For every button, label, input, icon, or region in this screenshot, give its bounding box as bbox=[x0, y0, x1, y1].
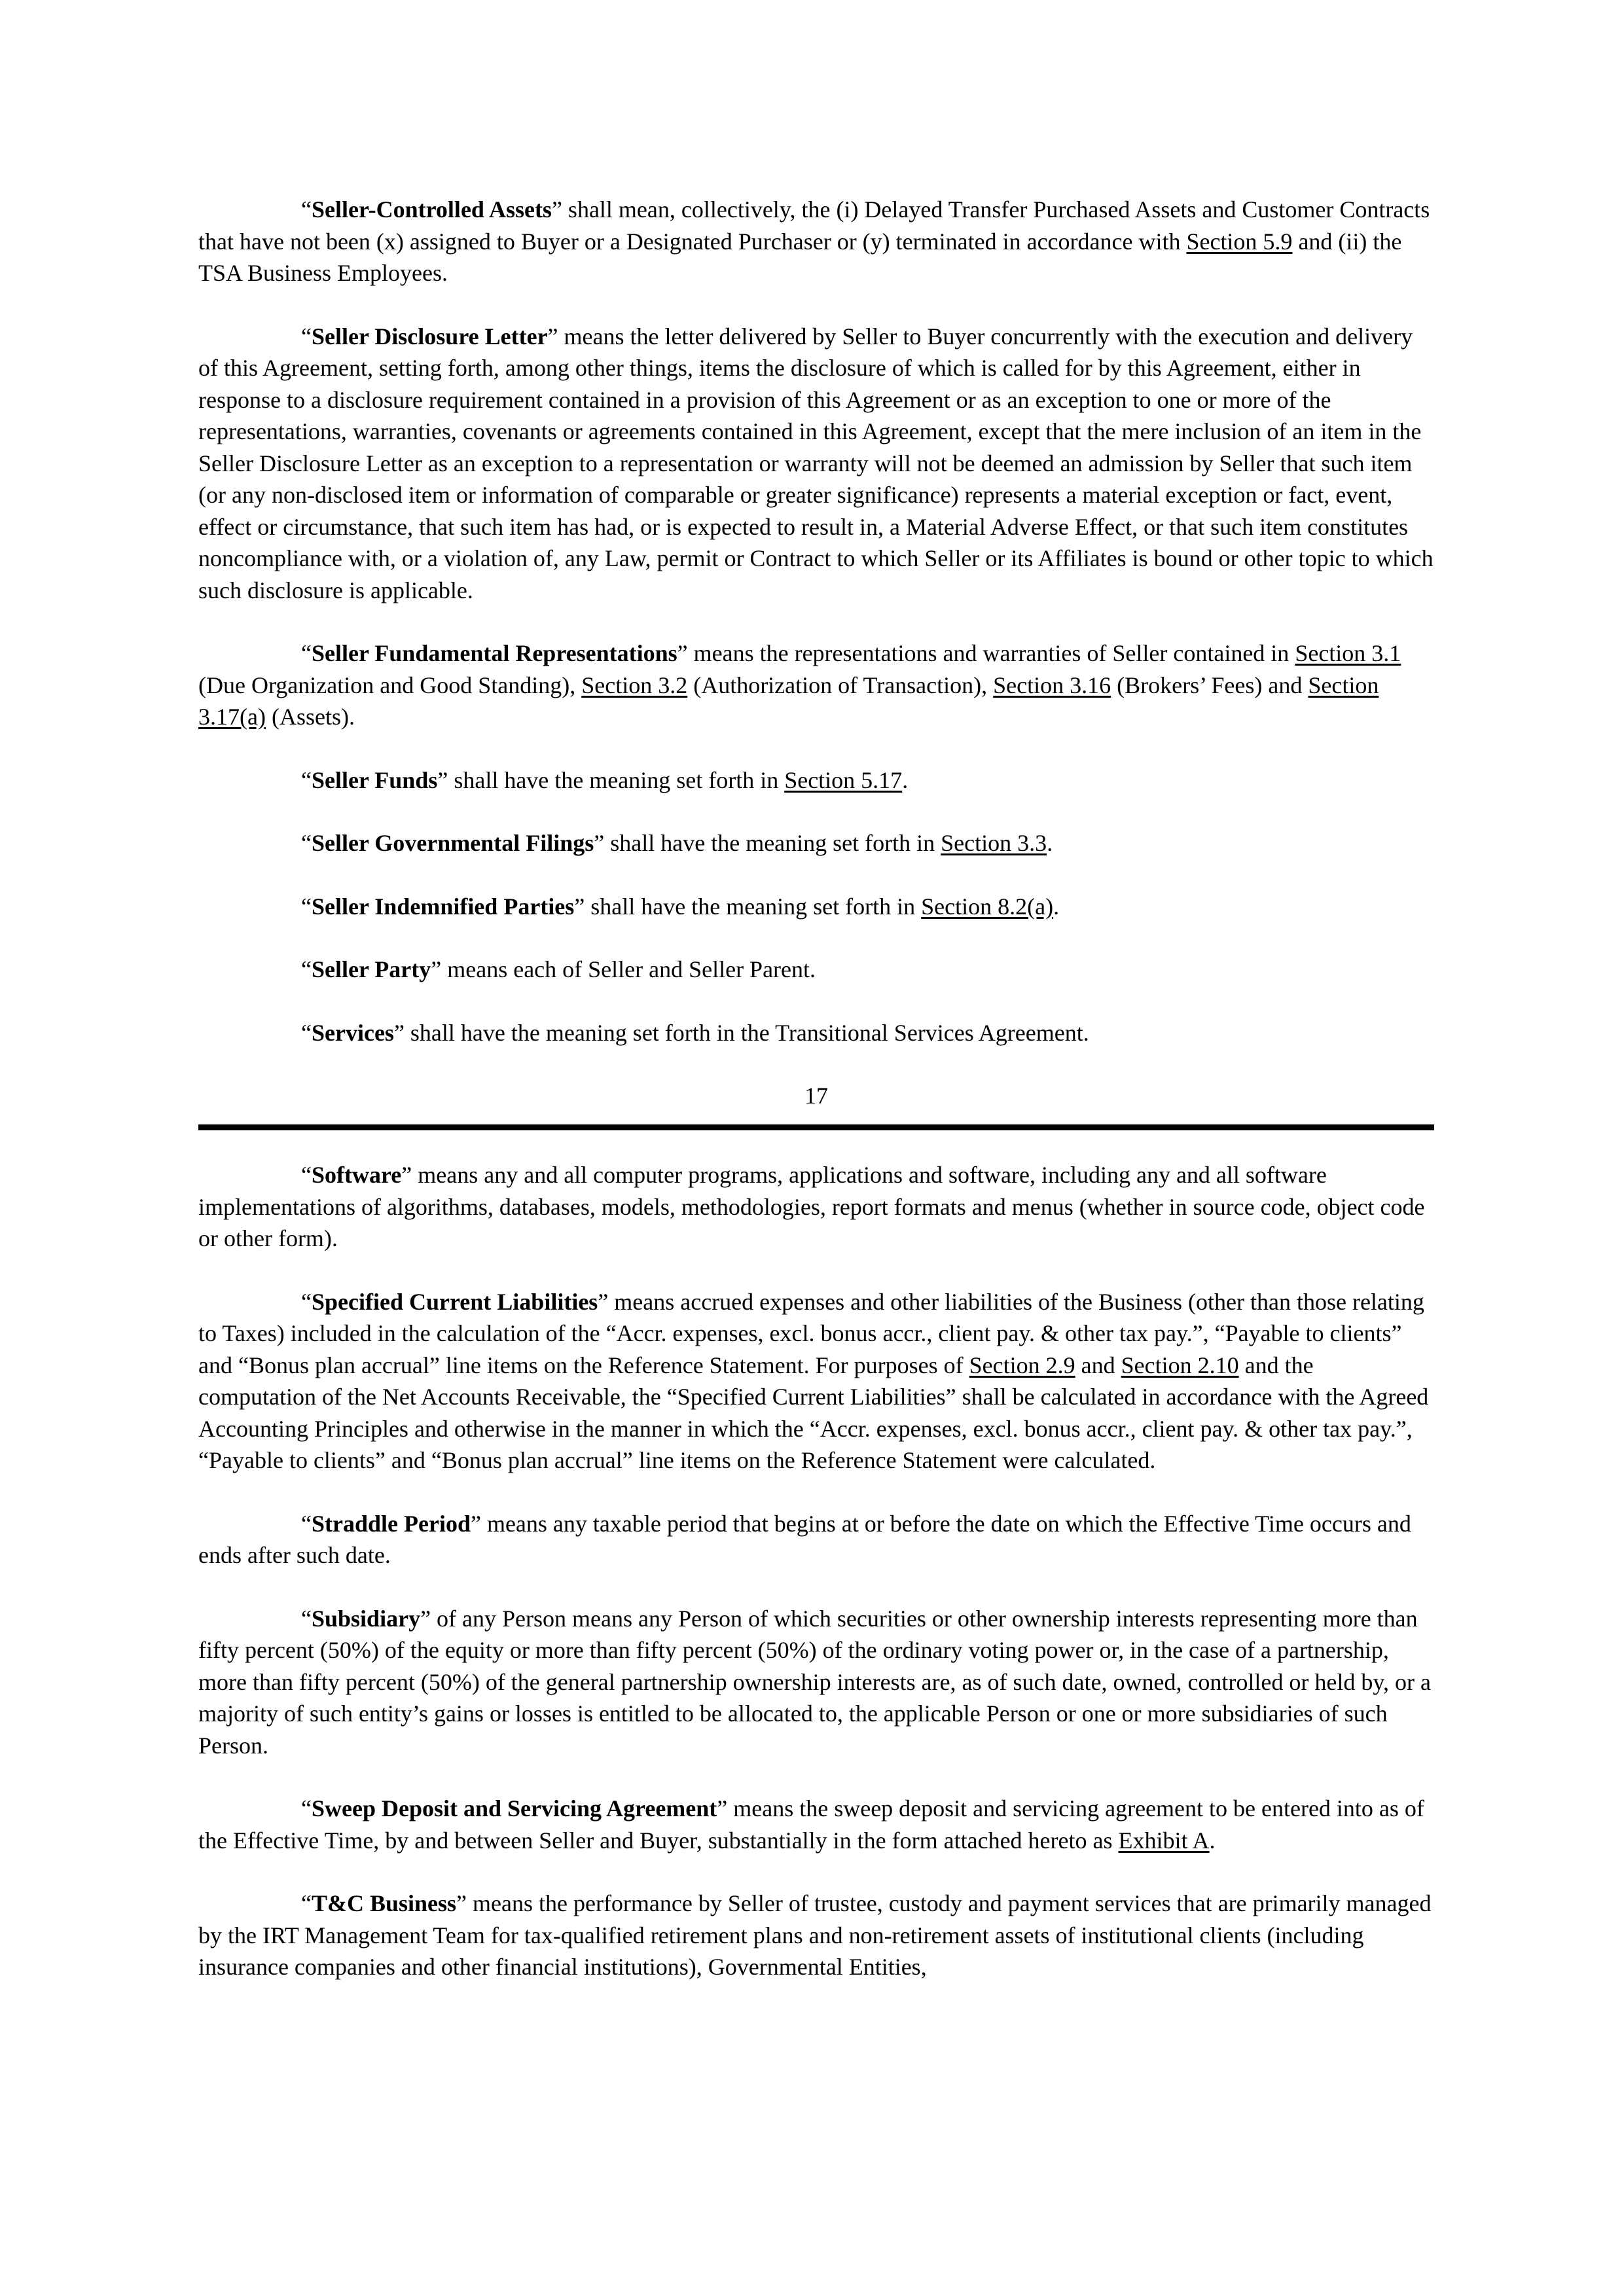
definition-paragraph-services: “Services” shall have the meaning set forth in the Transitional Services Agreement. bbox=[301, 1019, 1089, 1046]
definition-text: ” means the performance by Seller of trustee, custody and payment services that are primarily managed by the IRT Management Team for tax-qualified retirement plans and non-retirement assets of institutional clients (including insurance companies and other financial institutions), Governmental Entities, bbox=[198, 1890, 1432, 1980]
definition-text: ” shall have the meaning set forth in bbox=[594, 830, 941, 856]
definition-text: ” shall have the meaning set forth in bbox=[574, 893, 922, 920]
definition-text: ” shall mean, collectively, the (i) Delayed Transfer Purchased Assets and Customer Contracts that have not been (x) assigned to Buyer or a Designated Purchaser or (y) terminated in accordance with bbox=[198, 196, 1430, 255]
definition-text: ” of any Person means any Person of which securities or other ownership interests representing more than fifty percent (50%) of the equity or more than fifty percent (50%) of the ordinary voting power or, in the case of a partnership, more than fifty percent (50%) of the general partnership ownership interests are, as of such date, owned, controlled or held by, or a majority of such entity’s gains or losses is entitled to be allocated to, the applicable Person or one or more subsidiaries of such Person. bbox=[198, 1605, 1432, 1759]
definition-text: and (ii) the TSA Business Employees. bbox=[198, 228, 1402, 286]
section-reference: Section 3.2 bbox=[581, 672, 688, 698]
definition-paragraph-seller-party: “Seller Party” means each of Seller and Seller Parent. bbox=[301, 956, 816, 982]
definition-text: and the computation of the Net Accounts Receivable, the “Specified Current Liabilities” shall be calculated in accordance with the Agreed Accounting Principles and otherwise in the manner in which the “Accr. expenses, excl. bonus accr., client pay. & other tax pay.”, “Payable to clients” and “Bonus plan accrual” line items on the Reference Statement were calculated. bbox=[198, 1352, 1429, 1473]
section-reference: Section 2.9 bbox=[969, 1352, 1075, 1378]
definition-paragraph-specified-current-liabilities: “Specified Current Liabilities” means accrued expenses and other liabilities of the Business (other than those relating to Taxes) included in the calculation of the “Accr. expenses, excl. bonus accr., client pay. & other tax pay.”, “Payable to clients” and “Bonus plan accrual” line items on the Reference Statement. For purposes of Section 2.9 and Section 2.10 and the computation of the Net Accounts Receivable, the “Specified Current Liabilities” shall be calculated in accordance with the Agreed Accounting Principles and otherwise in the manner in which the “Accr. expenses, excl. bonus accr., client pay. & other tax pay.”, “Payable to clients” and “Bonus plan accrual” line items on the Reference Statement were calculated. bbox=[198, 1288, 1429, 1473]
defined-term: Seller Funds bbox=[311, 766, 438, 793]
definition-text: . bbox=[1053, 893, 1060, 920]
definition-paragraph-seller-funds: “Seller Funds” shall have the meaning set forth in Section 5.17. bbox=[301, 766, 909, 793]
definition-text: . bbox=[1209, 1827, 1216, 1854]
section-reference: Section 3.17(a) bbox=[198, 672, 1379, 730]
section-reference: Section 3.16 bbox=[993, 672, 1111, 698]
defined-term: Seller Disclosure Letter bbox=[311, 323, 548, 350]
definition-paragraph-sweep-deposit-and-servicing-agreement: “Sweep Deposit and Servicing Agreement” means the sweep deposit and servicing agreement to be entered into as of the Effective Time, by and between Seller and Buyer, substantially in the form attached hereto as Exhibit A. bbox=[198, 1795, 1424, 1854]
definition-paragraph-seller-indemnified-parties: “Seller Indemnified Parties” shall have the meaning set forth in Section 8.2(a). bbox=[301, 893, 1060, 920]
page-17-body bbox=[198, 194, 1434, 1049]
definition-text: ” means each of Seller and Seller Parent. bbox=[431, 956, 816, 982]
definition-text: ” means any and all computer programs, applications and software, including any and all software implementations of algorithms, databases, models, methodologies, report formats and menus (whether in source code, object code or other form). bbox=[198, 1162, 1425, 1251]
definition-text: ” shall have the meaning set forth in bbox=[437, 766, 785, 793]
defined-term: Specified Current Liabilities bbox=[311, 1288, 598, 1315]
page-number: 17 bbox=[804, 1083, 828, 1109]
defined-term: Seller Party bbox=[311, 956, 431, 982]
section-reference: Section 5.9 bbox=[1186, 228, 1293, 255]
definition-text: (Due Organization and Good Standing), bbox=[198, 672, 582, 698]
defined-term: Seller Fundamental Representations bbox=[311, 640, 677, 666]
definition-text: (Authorization of Transaction), bbox=[687, 672, 994, 698]
definition-paragraph-software: “Software” means any and all computer programs, applications and software, including any and all software implementations of algorithms, databases, models, methodologies, report formats and menus (whether in source code, object code or other form). bbox=[198, 1162, 1425, 1251]
defined-term: Seller-Controlled Assets bbox=[311, 196, 552, 223]
section-reference: Section 5.17 bbox=[784, 766, 903, 793]
definition-paragraph-t-c-business: “T&C Business” means the performance by Seller of trustee, custody and payment services that are primarily managed by the IRT Management Team for tax-qualified retirement plans and non-retirement assets of institutional clients (including insurance companies and other financial institutions), Governmental Entities, bbox=[198, 1890, 1432, 1980]
definition-text: ” means any taxable period that begins at or before the date on which the Effective Time occurs and ends after such date. bbox=[198, 1510, 1411, 1568]
section-reference: Section 8.2(a) bbox=[921, 893, 1054, 920]
defined-term: T&C Business bbox=[311, 1890, 457, 1916]
definition-paragraph-seller-fundamental-representations: “Seller Fundamental Representations” means the representations and warranties of Seller contained in Section 3.1 (Due Organization and Good Standing), Section 3.2 (Authorization of Transaction), Section 3.16 (Brokers’ Fees) and Section 3.17(a) (Assets). bbox=[198, 640, 1401, 730]
definition-paragraph-seller-disclosure-letter: “Seller Disclosure Letter” means the letter delivered by Seller to Buyer concurrently with the execution and delivery of this Agreement, setting forth, among other things, items the disclosure of which is called for by this Agreement, either in response to a disclosure requirement contained in a provision of this Agreement or as an exception to one or more of the representations, warranties, covenants or agreements contained in this Agreement, except that the mere inclusion of an item in the Seller Disclosure Letter as an exception to a representation or warranty will not be deemed an admission by Seller that such item (or any non-disclosed item or information of comparable or greater significance) represents a material exception or fact, event, effect or circumstance, that such item has had, or is expected to result in, a Material Adverse Effect, or that such item constitutes noncompliance with, or a violation of, any Law, permit or Contract to which Seller or its Affiliates is bound or other topic to which such disclosure is applicable. bbox=[198, 323, 1434, 603]
definition-text: ” means the representations and warranties of Seller contained in bbox=[677, 640, 1295, 666]
definition-paragraph-seller-governmental-filings: “Seller Governmental Filings” shall have the meaning set forth in Section 3.3. bbox=[301, 830, 1053, 856]
definition-text: . bbox=[902, 766, 909, 793]
defined-term: Straddle Period bbox=[311, 1510, 471, 1537]
defined-term: Seller Governmental Filings bbox=[311, 830, 594, 856]
definition-paragraph-seller-controlled-assets: “Seller-Controlled Assets” shall mean, collectively, the (i) Delayed Transfer Purchased Assets and Customer Contracts that have not been (x) assigned to Buyer or a Designated Purchaser or (y) terminated in accordance with Section 5.9 and (ii) the TSA Business Employees. bbox=[198, 196, 1430, 286]
definition-text: ” shall have the meaning set forth in the Transitional Services Agreement. bbox=[393, 1019, 1089, 1046]
defined-term: Software bbox=[311, 1162, 402, 1188]
defined-term: Sweep Deposit and Servicing Agreement bbox=[311, 1795, 717, 1821]
section-reference: Section 3.1 bbox=[1295, 640, 1401, 666]
defined-term: Subsidiary bbox=[311, 1605, 421, 1632]
page-break-rule bbox=[198, 1124, 1434, 1130]
definition-text: ” means the letter delivered by Seller to Buyer concurrently with the execution and delivery of this Agreement, setting forth, among other things, items the disclosure of which is called for by this Agreement, either in response to a disclosure requirement contained in a provision of this Agreement or as an exception to one or more of the representations, warranties, covenants or agreements contained in this Agreement, except that the mere inclusion of an item in the Seller Disclosure Letter as an exception to a representation or warranty will not be deemed an admission by Seller that such item (or any non-disclosed item or information of comparable or greater significance) represents a material exception or fact, event, effect or circumstance, that such item has had, or is expected to result in, a Material Adverse Effect, or that such item constitutes noncompliance with, or a violation of, any Law, permit or Contract to which Seller or its Affiliates is bound or other topic to which such disclosure is applicable. bbox=[198, 323, 1434, 603]
section-reference: Section 3.3 bbox=[941, 830, 1047, 856]
definition-text: (Assets). bbox=[265, 704, 355, 730]
document-page bbox=[198, 194, 1434, 2015]
section-reference: Exhibit A bbox=[1118, 1827, 1210, 1854]
section-reference: Section 2.10 bbox=[1121, 1352, 1239, 1378]
definition-text: ” means accrued expenses and other liabilities of the Business (other than those relating to Taxes) included in the calculation of the “Accr. expenses, excl. bonus accr., client pay. & other tax pay.”, “Payable to clients” and “Bonus plan accrual” line items on the Reference Statement. For purposes of bbox=[198, 1288, 1424, 1378]
definition-paragraph-straddle-period: “Straddle Period” means any taxable period that begins at or before the date on which the Effective Time occurs and ends after such date. bbox=[198, 1510, 1411, 1568]
page-18-body bbox=[198, 1159, 1434, 1983]
defined-term: Services bbox=[311, 1019, 394, 1046]
defined-term: Seller Indemnified Parties bbox=[311, 893, 575, 920]
definition-paragraph-subsidiary: “Subsidiary” of any Person means any Person of which securities or other ownership interests representing more than fifty percent (50%) of the equity or more than fifty percent (50%) of the ordinary voting power or, in the case of a partnership, more than fifty percent (50%) of the general partnership ownership interests are, as of such date, owned, controlled or held by, or a majority of such entity’s gains or losses is entitled to be allocated to, the applicable Person or one or more subsidiaries of such Person. bbox=[198, 1605, 1432, 1759]
definition-text: (Brokers’ Fees) and bbox=[1111, 672, 1308, 698]
definition-text: . bbox=[1047, 830, 1053, 856]
definition-text: ” means the sweep deposit and servicing agreement to be entered into as of the Effective Time, by and between Seller and Buyer, substantially in the form attached hereto as bbox=[198, 1795, 1424, 1854]
definition-text: and bbox=[1075, 1352, 1121, 1378]
